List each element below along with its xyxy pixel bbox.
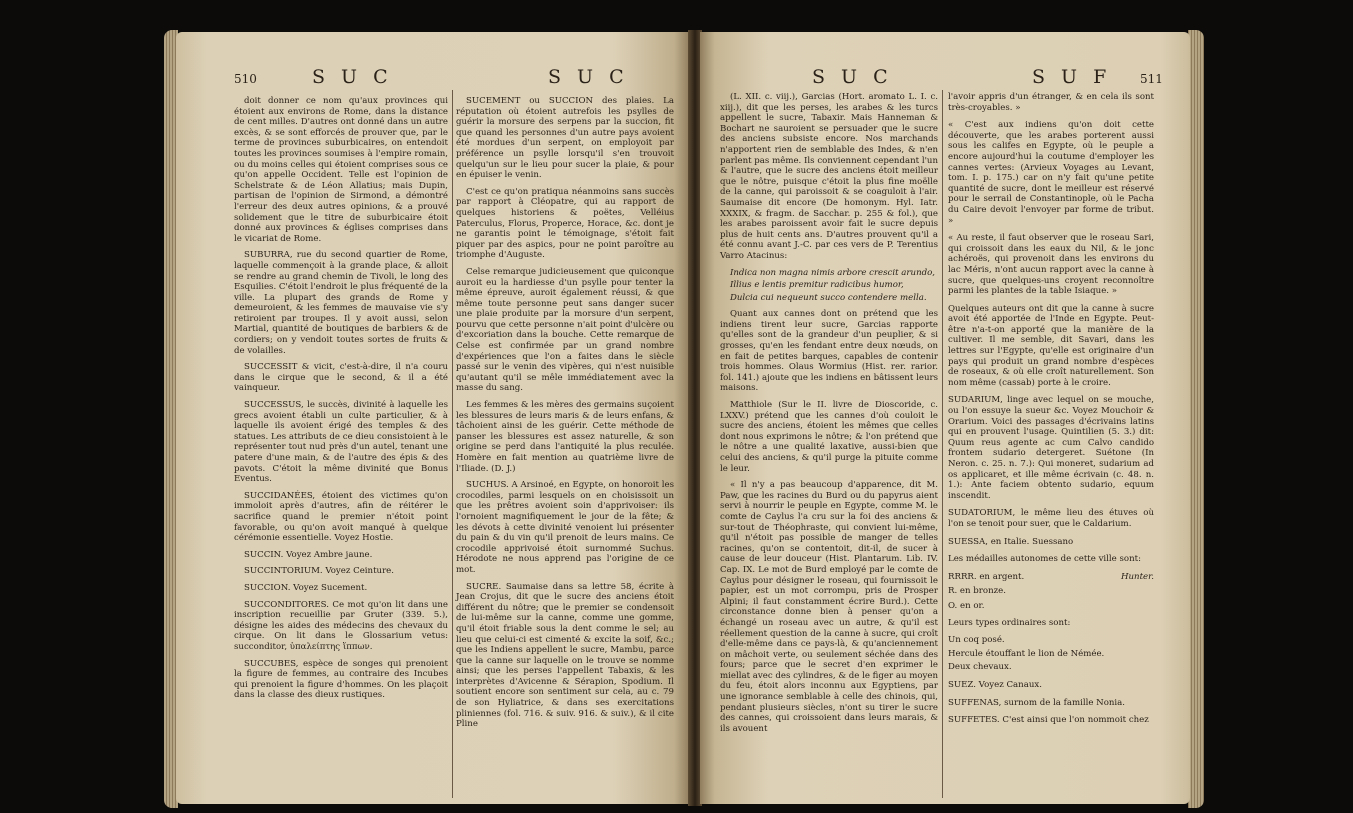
text-paragraph: SUCCIN. Voyez Ambre jaune. xyxy=(244,549,373,560)
text-paragraph: SUCRE. Saumaise dans sa lettre 58, écrite à Jean Crojus, dit que le sucre des anciens étoit différent du nôtre; que le premier se condensoit de lui-même sur la canne, comme une gomme, qu'il étoit friable sous la dent comme le sel; au lieu que celui-ci est cimenté & excite la soif, &c.; que les Indiens appellent le sucre, Mambu, parce que la canne sur laquelle on le trouve se nomme ainsi; que les perses l'appellent Tabaxis, & les interprètes d'Avicenne & Sérapion, Spodium. Il soutient encore son sentiment sur cela, au c. 79 de son Hyliatrice, & dans ses exercitations pliniennes (fol. 716. & suiv. 916. & suiv.), & il cite Pline xyxy=(456,581,674,730)
type-item: Hercule étouffant le lion de Némée. xyxy=(948,648,1105,659)
left-column-2 xyxy=(456,96,674,736)
text-paragraph: SUDATORIUM, le même lieu des étuves où l'on se tenoit pour suer, que le Caldarium. xyxy=(948,508,1154,529)
text-paragraph: Quant aux cannes dont on prétend que les indiens tirent leur sucre, Garcias rapporte qu'elles sont de la grandeur d'un peuplier, & si grosses, qu'en les fendant entre deux nœuds, on en fait de petites barques, capables de contenir trois hommes. Olaus Wormius (Hist. rer. rarior. fol. 141.) ajoute que les indiens en bâtissent leurs maisons. xyxy=(720,309,938,394)
medal-row xyxy=(948,601,1154,612)
text-paragraph: SUCCONDITORES. Ce mot qu'on lit dans une inscription recueillie par Gruter (339. 5.), désigne les aides des médecins des chevaux du cirque. On lit dans le Glossarium vetus: succonditor, ὑπαλείπτης ἵππων. xyxy=(234,599,448,652)
text-paragraph: SUCCINTORIUM. Voyez Ceinture. xyxy=(244,566,394,577)
medal-rarity: RRRR. en argent. xyxy=(948,571,1025,582)
verse-line: Dulcia cui nequeunt succo contendere mella. xyxy=(730,292,927,303)
medal-note: Hunter. xyxy=(1121,571,1154,582)
suessa-intro: Les médailles autonomes de cette ville sont: xyxy=(948,554,1141,565)
text-paragraph: SUCCESSUS, le succès, divinité à laquelle les grecs avoient établi un culte particulier, & à laquelle ils avoient érigé des temples & des statues. Les attributs de ce dieu consistoient à le représenter tout nud près d'un autel, tenant une patere d'une main, & de l'autre des épis & des pavots. C'étoit la même divinité que Bonus Eventus. xyxy=(234,400,448,485)
text-paragraph: SUDARIUM, linge avec lequel on se mouche, ou l'on essuye la sueur &c. Voyez Mouchoir & Orarium. Voici des passages d'écrivains latins qui en prouvent l'usage. Quintilien (5. 3.) dit: Quum reus agente ac cum Calvo candido frontem sudario detergeret. Suétone (In Neron. c. 25. n. 7.): Qui moneret, sudarium ad os applicaret, et ille même écrivain (c. 48. n. 1.): Ante faciem obtento sudario, equum inscendit. xyxy=(948,395,1154,501)
text-paragraph: SUCEMENT ou SUCCION des plaies. La réputation où étoient autrefois les psylles de guérir la morsure des serpens par la succion, fit que quand les personnes d'un autre pays avoient été mordues d'un serpent, on employoit par préférence un psylle lorsqu'il s'en trouvoit quelqu'un sur le lieu pour sucer la plaie, & pour en épuiser le venin. xyxy=(456,96,674,181)
left-running-head-left: S U C xyxy=(312,66,393,88)
left-column-1 xyxy=(234,96,448,707)
verse-line: Indica non magna nimis arbore crescit arundo, xyxy=(730,267,936,278)
right-page-number: 511 xyxy=(1140,72,1163,86)
medal-rarity: R. en bronze. xyxy=(948,586,1006,597)
right-page-edges xyxy=(1188,30,1204,808)
type-item: Deux chevaux. xyxy=(948,662,1012,673)
text-paragraph: « C'est aux indiens qu'on doit cette découverte, que les arabes porterent aussi sous les califes en Egypte, où le peuple a encore aujourd'hui la coutume d'employer les cannes vertes: (Arvieux Voyages au Levant, tom. I. p. 175.) car on n'y fait qu'une petite quantité de sucre, dont le meilleur est réservé pour le serrail de Constantinople, où le Pacha du Caire devoit l'envoyer par forme de tribut. » xyxy=(948,120,1154,226)
text-paragraph: SUCCIDANÉES, étoient des victimes qu'on immoloit après d'autres, afin de réitérer le sacrifice quand le premier n'étoit point favorable, ou qu'on avoit manqué à quelque cérémonie essentielle. Voyez Hostie. xyxy=(234,490,448,544)
right-column-divider xyxy=(942,90,943,798)
text-paragraph: Matthiole (Sur le II. livre de Dioscoride, c. LXXV.) prétend que les cannes d'où couloit le sucre des anciens, étoient les mêmes que celles dont nous exprimons le nôtre; & l'on prétend que le nôtre a une qualité laxative, aussi-bien que celui des anciens, & qu'il purge la pituite comme le leur. xyxy=(720,400,938,474)
right-column-1 xyxy=(720,92,938,740)
text-paragraph: SUCCESSIT & vicit, c'est-à-dire, il n'a couru dans le cirque que le second, & il a été vainqueur. xyxy=(234,362,448,394)
medal-rarity: O. en or. xyxy=(948,600,985,611)
text-paragraph: l'avoir appris d'un étranger, & en cela ils sont très-croyables. » xyxy=(948,92,1154,113)
right-running-head-right: S U F xyxy=(1032,66,1112,88)
left-running-head-right: S U C xyxy=(548,66,629,88)
text-paragraph: Les femmes & les mères des germains suçoient les blessures de leurs maris & de leurs enfans, & tâchoient ainsi de les guérir. Cette méthode de panser les blessures est assez naturelle, & son origine se perd dans l'antiquité la plus reculée. Homère en fait mention au quatrième livre de l'Iliade. (D. J.) xyxy=(456,400,674,474)
medal-row xyxy=(948,572,1154,583)
verse-line: Illius e lentis premitur radicibus humor, xyxy=(730,280,904,291)
right-running-head-left: S U C xyxy=(812,66,893,88)
text-paragraph: SUFFENAS, surnom de la famille Nonia. xyxy=(948,697,1126,708)
text-paragraph: « Au reste, il faut observer que le roseau Sari, qui croissoit dans les eaux du Nil, & le jonc achéroës, qui provenoit dans les environs du lac Méris, n'ont aucun rapport avec la canne à sucre, que quelques-uns croyent reconnoître parmi les plantes de la table Isiaque. » xyxy=(948,233,1154,297)
text-paragraph: SUCCUBES, espèce de songes qui prenoient la figure de femmes, au contraire des Incubes qui prenoient la figure d'hommes. On les plaçoit dans la classe des dieux rustiques. xyxy=(234,658,448,701)
text-paragraph: doit donner ce nom qu'aux provinces qui étoient aux environs de Rome, dans la distance de cent milles. D'autres ont donné dans un autre excès, & se sont efforcés de prouver que, par le terme de provinces suburbicaires, on entendoit toutes les provinces soumises à l'empire romain, ou du moins celles qui étoient comprises sous ce qu'on appelle Occident. Telle est l'opinion de Schelstrate & de Léon Allatius; mais Dupin, partisan de l'opinion de Sirmond, a démontré l'erreur des deux autres opinions, & a prouvé solidement que le titre de suburbicaire étoit donné aux provinces & églises comprises dans le vicariat de Rome. xyxy=(234,96,448,244)
left-page-number: 510 xyxy=(234,72,257,86)
text-paragraph: SUBURRA, rue du second quartier de Rome, laquelle commençoit à la grande place, & alloit se rendre au grand chemin de Tivoli, le long des Esquilies. C'étoit l'endroit le plus fréquenté de la ville. La plupart des grands de Rome y demeuroient, & les femmes de mauvaise vie s'y retiroient par troupes. Il y avoit aussi, selon Martial, quantité de boutiques de barbiers & de cordiers; on y vendoit toutes sortes de fruits & de volailles. xyxy=(234,250,448,356)
left-column-divider xyxy=(452,90,453,798)
medal-row xyxy=(948,586,1154,597)
text-paragraph: SUFFETES. C'est ainsi que l'on nommoit chez xyxy=(948,715,1149,726)
text-paragraph: C'est ce qu'on pratiqua néanmoins sans succès par rapport à Cléopatre, qui au rapport de quelques historiens & poëtes, Velléius Paterculus, Florus, Properce, Horace, &c. dont je ne garantis point le témoignage, s'étoit fait piquer par des aspics, pour ne point paroître au triomphe d'Auguste. xyxy=(456,186,674,261)
suessa-heading: SUESSA, en Italie. Suessano xyxy=(948,536,1074,547)
right-column-2 xyxy=(948,92,1154,733)
text-paragraph: Quelques auteurs ont dit que la canne à sucre avoit été apportée de l'Inde en Egypte. Peut-être n'a-t-on apporté que la manière de la cultiver. Il me semble, dit Savari, dans les lettres sur l'Egypte, qu'elle est originaire d'un pays qui produit un grand nombre d'espèces de roseaux, & où elle croît naturellement. Son nom même (cassab) porte à le croire. xyxy=(948,303,1154,388)
text-paragraph: SUCHUS. A Arsinoé, en Egypte, on honoroit les crocodiles, parmi lesquels on en choisissoit un que les prêtres avoient soin d'apprivoiser: ils l'ornoient magnifiquement le jour de la fête; & les dévots à cette divinité venoient lui présenter du pain & du vin qu'il prenoit de leurs mains. Ce crocodile apprivoisé étoit surnommé Suchus. Hérodote ne nous apprend pas l'origine de ce mot. xyxy=(456,480,674,575)
text-paragraph: (L. XII. c. viij.), Garcias (Hort. aromato L. I. c. xiij.), dit que les perses, les arabes & les turcs appellent le sucre, Tabaxir. Mais Hanneman & Bochart ne sauroient se persuader que le sucre des anciens subsiste encore. Nos marchands n'apportent rien de semblable des Indes, & n'en parlent pas même. Ils conviennent cependant l'un & l'autre, que le sucre des anciens étoit meilleur que le nôtre, puisque c'étoit la plus fine moëlle de la canne, qui paroissoit & se coaguloit à l'air. Saumaise dit encore (De homonym. Hyl. Iatr. XXXIX, & fragm. de Sacchar. p. 255 & fol.), que les arabes paroissent avoir fait le sucre depuis plus de huit cents ans. D'autres prouvent qu'il a été connu avant J.-C. par ces vers de P. Terentius Varro Atacinus: xyxy=(720,92,938,261)
text-paragraph: « Il n'y a pas beaucoup d'apparence, dit M. Paw, que les racines du Burd ou du papyrus aient servi à nourrir le peuple en Egypte, comme M. le comte de Caylus l'a cru sur la foi des anciens & sur-tout de Théophraste, qui convient lui-même, qu'il n'étoit pas possible de manger de telles racines, qu'on se contentoit, dit-il, de sucer à cause de leur douceur (Hist. Plantarum. Lib. IV. Cap. IX. Le mot de Burd employé par le comte de Caylus pour désigner le roseau, qui fournissoit le papier, est un mot corrompu, pris de Prosper Alpini; il faut constamment écrire Burd.). Cette circonstance donne bien à penser qu'on a échangé un roseau avec un autre, & qu'il est réellement question de la canne à sucre, qui croît d'elle-même dans ce pays-là, & qu'anciennement on mâchoit verte, ou seulement séchée dans des fours; parce que le secret d'en exprimer le miellat avec des cylindres, & de le figer au moyen du feu, étoit alors inconnu aux Egyptiens, par une ignorance semblable à celle des chinois, qui, pendant plusieurs siècles, n'ont su tirer le sucre des cannes, qui croissoient dans leurs marais, & ils avouent xyxy=(720,480,939,734)
text-paragraph: SUEZ. Voyez Canaux. xyxy=(948,679,1042,690)
text-paragraph: SUCCION. Voyez Sucement. xyxy=(244,582,368,593)
text-paragraph: Celse remarque judicieusement que quiconque auroit eu la hardiesse d'un psylle pour tenter la même épreuve, auroit également réussi, & que même toute personne peut sans danger sucer une plaie produite par la morsure d'un serpent, pourvu que cette personne n'ait point d'ulcère ou d'excoriation dans la bouche. Cette remarque de Celse est confirmée par un grand nombre d'expériences que l'on a faites dans le siècle passé sur le venin des vipères, qui n'est nuisible qu'autant qu'il se mêle immédiatement avec la masse du sang. xyxy=(456,266,674,394)
types-intro: Leurs types ordinaires sont: xyxy=(948,617,1071,628)
type-item: Un coq posé. xyxy=(948,635,1005,646)
